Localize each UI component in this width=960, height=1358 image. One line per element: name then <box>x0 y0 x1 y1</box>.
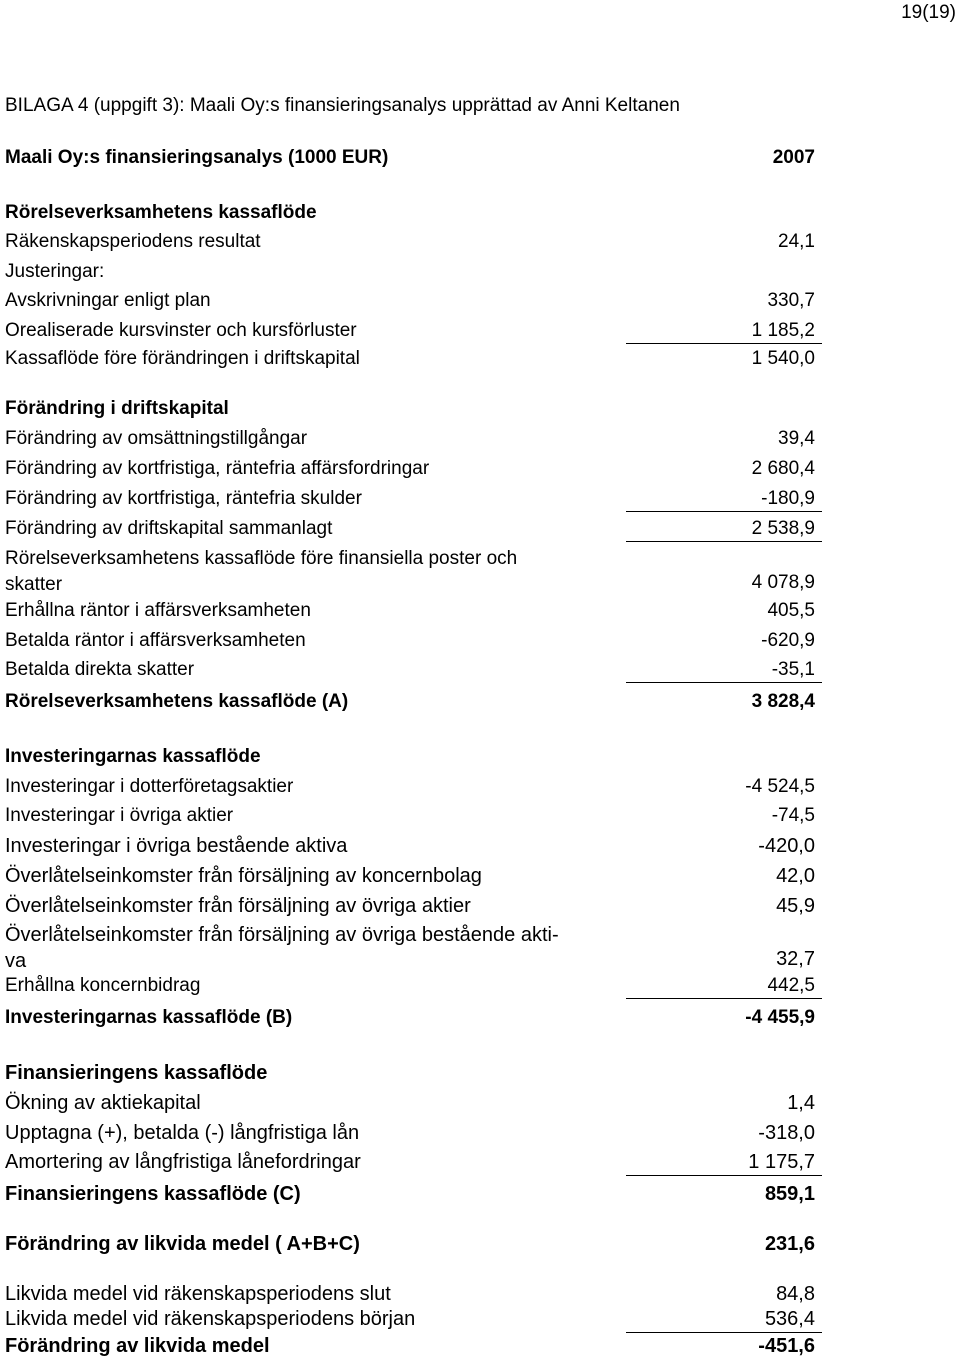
table-title: Maali Oy:s finansieringsanalys (1000 EUR) <box>5 147 389 168</box>
appendix-title: BILAGA 4 (uppgift 3): Maali Oy:s finansieringsanalys upprättad av Anni Keltanen <box>5 95 680 116</box>
row-label: Erhållna koncernbidrag <box>5 975 201 996</box>
row-label: Erhållna räntor i affärsverksamheten <box>5 600 311 621</box>
row-label: Investeringarnas kassaflöde <box>5 746 261 767</box>
row-value: 4 078,9 <box>751 572 815 593</box>
row-value: -180,9 <box>761 488 815 509</box>
row-label: Förändring av driftskapital sammanlagt <box>5 518 333 539</box>
row-value: 39,4 <box>778 428 815 449</box>
row-value: -4 524,5 <box>745 776 815 797</box>
sum-underline <box>626 1332 822 1333</box>
row-label: Investeringarnas kassaflöde (B) <box>5 1007 293 1028</box>
row-label <box>5 922 559 974</box>
row-value: 1 185,2 <box>751 320 815 341</box>
row-label: Betalda räntor i affärsverksamheten <box>5 630 306 651</box>
row-label: Förändring av kortfristiga, räntefria skulder <box>5 488 362 509</box>
row-value: 45,9 <box>776 895 815 917</box>
row-label: Förändring av likvida medel <box>5 1335 270 1357</box>
year-header: 2007 <box>772 147 815 168</box>
row-label: Amortering av långfristiga lånefordringar <box>5 1151 361 1173</box>
row-value: 2 538,9 <box>751 518 815 539</box>
row-value: 859,1 <box>764 1183 815 1205</box>
row-label: Finansieringens kassaflöde (C) <box>5 1183 301 1205</box>
row-label: Överlåtelseinkomster från försäljning av övriga aktier <box>5 895 471 917</box>
row-label: Kassaflöde före förändringen i driftskapital <box>5 348 360 369</box>
row-label: Likvida medel vid räkenskapsperiodens slut <box>5 1283 391 1305</box>
row-value: -620,9 <box>761 630 815 651</box>
row-label-line: Rörelseverksamhetens kassaflöde före finansiella poster och <box>5 548 518 569</box>
row-label: Betalda direkta skatter <box>5 659 195 680</box>
row-value: 442,5 <box>767 975 815 996</box>
row-value: -4 455,9 <box>745 1007 815 1028</box>
row-label: Avskrivningar enligt plan <box>5 290 211 311</box>
row-value: 84,8 <box>776 1283 815 1305</box>
row-value: 3 828,4 <box>751 691 815 712</box>
row-value: 536,4 <box>764 1308 815 1330</box>
row-value: 24,1 <box>778 231 815 252</box>
row-value: 32,7 <box>776 948 815 970</box>
row-label: Investeringar i dotterföretagsaktier <box>5 776 294 797</box>
row-label: Orealiserade kursvinster och kursförluster <box>5 320 357 341</box>
row-label: Ökning av aktiekapital <box>5 1092 201 1114</box>
row-value: 1,4 <box>787 1092 815 1114</box>
row-value: 1 540,0 <box>751 348 815 369</box>
row-label: Räkenskapsperiodens resultat <box>5 231 261 252</box>
row-label: Förändring i driftskapital <box>5 398 229 419</box>
sum-underline <box>626 998 822 999</box>
sum-underline <box>626 1175 822 1176</box>
row-label: Förändring av omsättningstillgångar <box>5 428 308 449</box>
row-label: Upptagna (+), betalda (-) långfristiga lån <box>5 1122 360 1144</box>
row-label: Förändring av kortfristiga, räntefria affärsfordringar <box>5 458 430 479</box>
row-label: Rörelseverksamhetens kassaflöde <box>5 202 317 223</box>
row-label: Likvida medel vid räkenskapsperiodens början <box>5 1308 416 1330</box>
row-value: -451,6 <box>758 1335 815 1357</box>
sum-underline <box>626 343 822 344</box>
row-label-line: skatter <box>5 574 63 595</box>
sum-underline <box>626 541 822 542</box>
sum-underline <box>626 682 822 683</box>
row-label: Rörelseverksamhetens kassaflöde (A) <box>5 691 349 712</box>
row-value: 2 680,4 <box>751 458 815 479</box>
row-label: Justeringar: <box>5 261 105 282</box>
row-label-line: Överlåtelseinkomster från försäljning av övriga bestående akti- <box>5 924 559 946</box>
row-value: 1 175,7 <box>748 1151 815 1173</box>
row-value: -318,0 <box>758 1122 815 1144</box>
row-value: 405,5 <box>767 600 815 621</box>
row-value: -74,5 <box>771 805 815 826</box>
row-label: Investeringar i övriga bestående aktiva <box>5 835 348 857</box>
row-label: Investeringar i övriga aktier <box>5 805 234 826</box>
row-value: 231,6 <box>764 1233 815 1255</box>
sum-underline <box>626 511 822 512</box>
row-label-line: va <box>5 950 27 972</box>
row-value: 42,0 <box>776 865 815 887</box>
row-label: Finansieringens kassaflöde <box>5 1062 268 1084</box>
row-value: 330,7 <box>767 290 815 311</box>
row-label: Överlåtelseinkomster från försäljning av koncernbolag <box>5 865 482 887</box>
row-label <box>5 546 517 598</box>
row-label: Förändring av likvida medel ( A+B+C) <box>5 1233 360 1255</box>
row-value: -35,1 <box>771 659 815 680</box>
row-value: -420,0 <box>758 835 815 857</box>
page-number: 19(19) <box>901 2 956 23</box>
